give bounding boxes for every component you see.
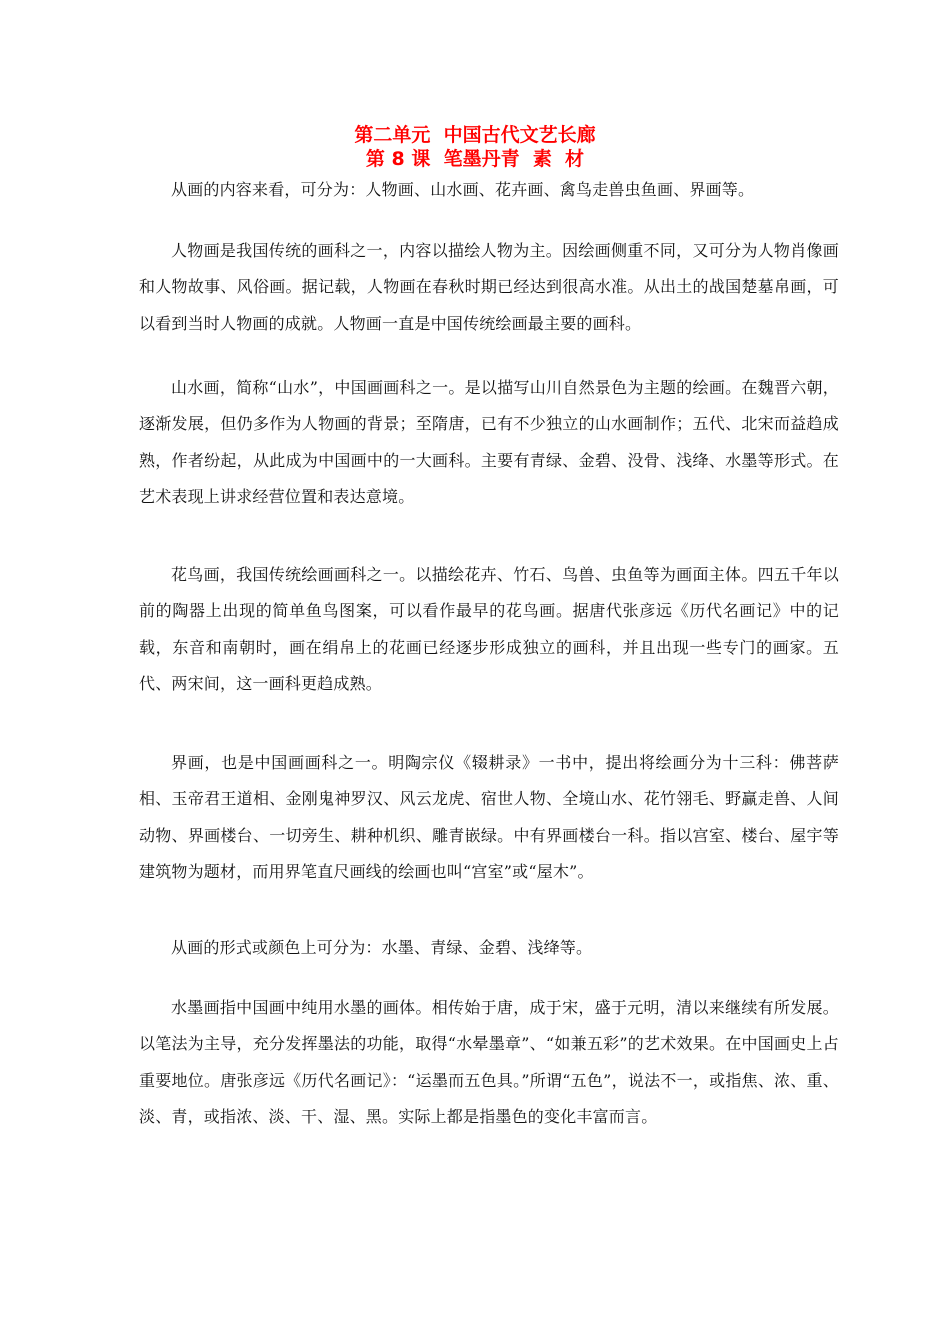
title-block	[0, 123, 950, 171]
paragraph-content-categories: 从画的内容来看，可分为：人物画、山水画、花卉画、禽鸟走兽虫鱼画、界画等。	[171, 180, 755, 199]
paragraph-jiehua-painting: 界画，也是中国画画科之一。明陶宗仪《辍耕录》一书中，提出将绘画分为十三科：佛菩萨相、玉帝君王道相、金刚鬼神罗汉、风云龙虎、宿世人物、全境山水、花竹翎毛、野赢走兽、人间动物、界画楼台、一切旁生、耕种机织、雕青嵌绿。中有界画楼台一科。指以宫室、楼台、屋宇等建筑物为题材，而用界笔直尺画线的绘画也叫“宫室”或“屋木”。	[139, 753, 839, 882]
paragraph-ink-wash-painting: 水墨画指中国画中纯用水墨的画体。相传始于唐，成于宋，盛于元明，清以来继续有所发展。以笔法为主导，充分发挥墨法的功能，取得“水晕墨章”、“如兼五彩”的艺术效果。在中国画史上占重要地位。唐张彦远《历代名画记》：“运墨而五色具。”所谓“五色”，说法不一，或指焦、浓、重、淡、青，或指浓、淡、干、湿、黑。实际上都是指墨色的变化丰富而言。	[139, 998, 839, 1127]
paragraph-landscape-painting: 山水画，简称“山水”，中国画画科之一。是以描写山川自然景色为主题的绘画。在魏晋六朝，逐渐发展，但仍多作为人物画的背景；至隋唐，已有不少独立的山水画制作；五代、北宋而益趋成熟，作者纷起，从此成为中国画中的一大画科。主要有青绿、金碧、没骨、浅绛、水墨等形式。在艺术表现上讲求经营位置和表达意境。	[139, 378, 839, 507]
paragraph-form-categories: 从画的形式或颜色上可分为：水墨、青绿、金碧、浅绛等。	[171, 938, 593, 957]
lesson-title: 第 8 课 笔墨丹青 素 材	[365, 148, 585, 170]
paragraph-figure-painting: 人物画是我国传统的画科之一，内容以描绘人物为主。因绘画侧重不同，又可分为人物肖像画和人物故事、风俗画。据记载，人物画在春秋时期已经达到很高水准。从出土的战国楚墓帛画，可以看到当时人物画的成就。人物画一直是中国传统绘画最主要的画科。	[139, 241, 839, 333]
unit-title: 第二单元 中国古代文艺长廊	[354, 124, 596, 146]
paragraph-bird-flower-painting: 花鸟画，我国传统绘画画科之一。以描绘花卉、竹石、鸟兽、虫鱼等为画面主体。四五千年以前的陶器上出现的简单鱼鸟图案，可以看作最早的花鸟画。据唐代张彦远《历代名画记》中的记载，东音和南朝时，画在绢帛上的花画已经逐步形成独立的画科，并且出现一些专门的画家。五代、两宋间，这一画科更趋成熟。	[139, 565, 839, 694]
